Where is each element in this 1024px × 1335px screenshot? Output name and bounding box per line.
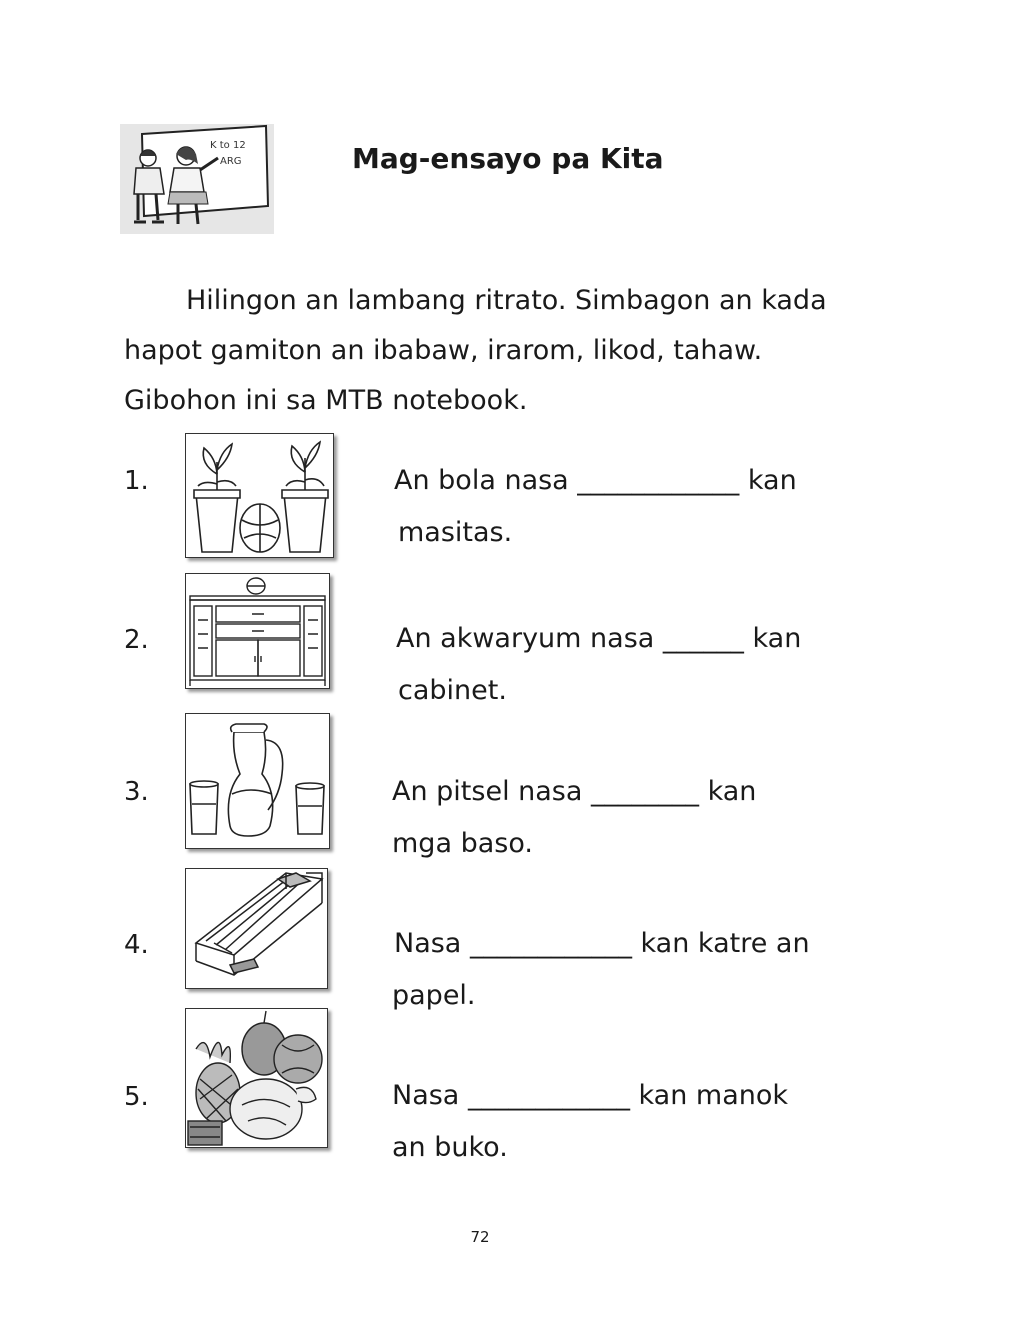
item-number-5: 5. [124, 1082, 149, 1112]
item-2-line-1: An akwaryum nasa ______ kan [396, 623, 802, 654]
item-4-line-2: papel. [392, 980, 476, 1011]
item-3-line-2: mga baso. [392, 828, 533, 859]
item-5-image [185, 1008, 328, 1148]
item-1-image [185, 433, 334, 558]
item-3-line-1: An pitsel nasa ________ kan [392, 776, 757, 807]
item-1-line-1: An bola nasa ____________ kan [394, 465, 797, 496]
item-2-image [185, 573, 330, 689]
item-4-line-1: Nasa ____________ kan katre an [394, 928, 810, 959]
page-number: 72 [470, 1228, 490, 1246]
item-number-1: 1. [124, 466, 149, 496]
instructions [124, 276, 884, 426]
instruction-line-2: hapot gamiton an ibabaw, irarom, likod, tahaw. [124, 335, 763, 366]
board-text-1: K to 12 [210, 140, 246, 151]
item-5-line-2: an buko. [392, 1132, 508, 1163]
item-2-line-2: cabinet. [398, 675, 507, 706]
instruction-line-3: Gibohon ini sa MTB notebook. [124, 385, 528, 416]
item-3-image [185, 713, 330, 849]
item-1-line-2: masitas. [398, 517, 513, 548]
item-number-3: 3. [124, 777, 149, 807]
board-text-2: ARG [220, 156, 242, 167]
header-illustration-children-at-board [120, 124, 274, 234]
item-5-line-1: Nasa ____________ kan manok [392, 1080, 789, 1111]
item-4-image [185, 868, 328, 989]
item-number-4: 4. [124, 930, 149, 960]
item-number-2: 2. [124, 625, 149, 655]
page-title: Mag-ensayo pa Kita [352, 142, 664, 175]
instruction-line-1: Hilingon an lambang ritrato. Simbagon an kada [186, 285, 827, 316]
